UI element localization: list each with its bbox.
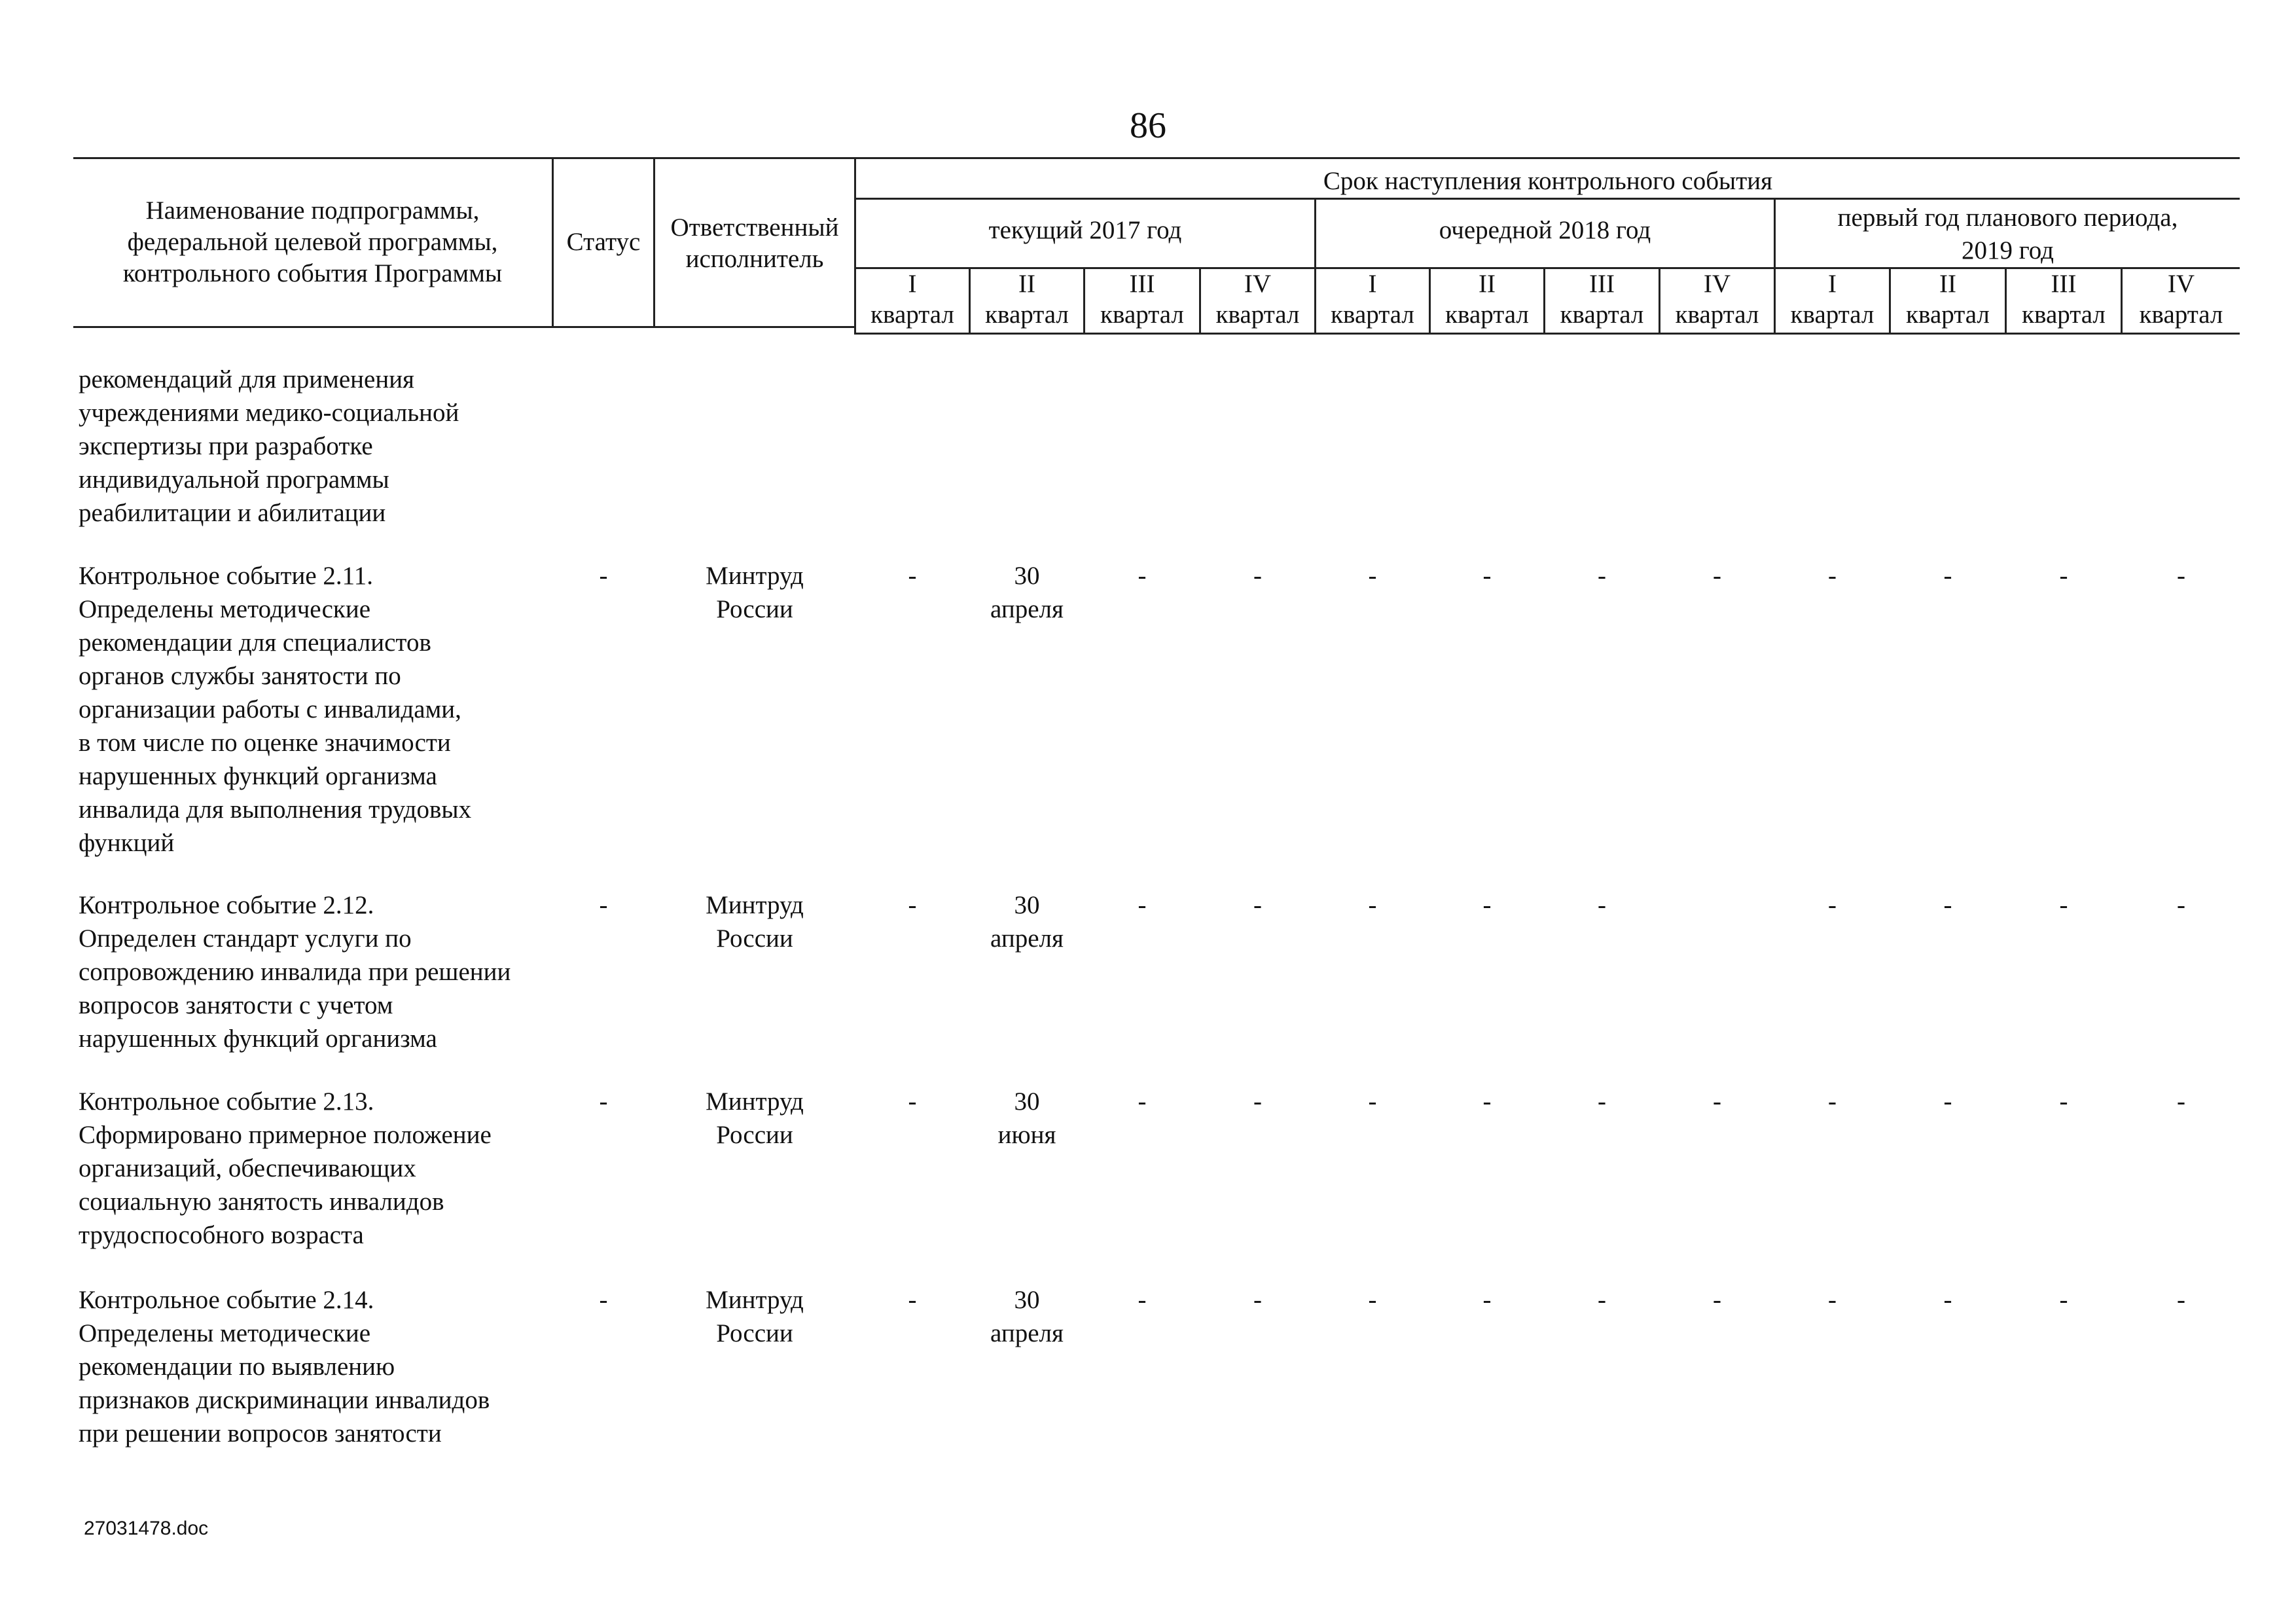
quarter-cell: - xyxy=(1598,1087,1606,1116)
quarter-cell: - xyxy=(2059,1087,2068,1116)
quarter-cell: - xyxy=(1138,891,1147,919)
event-name: Контрольное событие 2.12. Определен стандарт услуги по сопровождению инвалида при решении вопросов занятости с учетом нарушенных функций организма xyxy=(79,891,511,1053)
header-bottom-rule-right xyxy=(854,333,2240,335)
quarter-cell: - xyxy=(1253,1087,1262,1116)
quarter-cell: - xyxy=(1482,1286,1492,1314)
quarter-label: квартал xyxy=(1790,301,1874,329)
event-name: Контрольное событие 2.13. Сформировано примерное положение организаций, обеспечивающих социальную занятость инвалидов трудоспособного возраста xyxy=(79,1087,492,1249)
header-deadline-group: Срок наступления контрольного события xyxy=(1323,167,1773,195)
header-status-col: Статус xyxy=(566,228,641,256)
header-name-col: Наименование подпрограммы, федеральной целевой программы, контрольного события Программы xyxy=(122,196,503,287)
quarter-cell: 30 июня xyxy=(997,1087,1056,1149)
quarter-cell: - xyxy=(1828,562,1837,590)
quarter-header xyxy=(1201,268,1314,330)
quarter-cell: - xyxy=(908,562,917,590)
quarter-label: квартал xyxy=(1445,301,1529,329)
quarter-cell: - xyxy=(1943,562,1952,590)
header-bottom-rule-left xyxy=(73,326,854,328)
quarter-cell: - xyxy=(1368,891,1377,919)
quarter-number: IV xyxy=(1244,270,1272,298)
quarter-cell: - xyxy=(908,1087,917,1116)
quarter-label: квартал xyxy=(985,301,1069,329)
quarter-label: квартал xyxy=(1560,301,1644,329)
quarter-header xyxy=(1431,268,1543,330)
header-year-2019: первый год планового периода, 2019 год xyxy=(1837,204,2178,264)
quarter-cell: - xyxy=(908,891,917,919)
quarter-cell: - xyxy=(1598,1286,1606,1314)
quarter-header xyxy=(971,268,1083,330)
quarter-number: IV xyxy=(2167,270,2195,298)
quarter-cell: - xyxy=(2059,891,2068,919)
quarter-label: квартал xyxy=(1215,301,1300,329)
quarter-cell: - xyxy=(1943,1286,1952,1314)
quarter-cell: - xyxy=(908,1286,917,1314)
executor-cell: Минтруд России xyxy=(706,1087,804,1149)
quarter-cell: - xyxy=(1598,891,1606,919)
quarter-cell: - xyxy=(2059,1286,2068,1314)
quarter-header xyxy=(1891,268,2005,330)
quarter-cell: - xyxy=(1368,1087,1377,1116)
quarter-cell: - xyxy=(2177,562,2185,590)
quarter-cell: - xyxy=(1368,1286,1377,1314)
quarter-cell: - xyxy=(1482,891,1492,919)
quarter-cell: 30 апреля xyxy=(990,1286,1064,1347)
status-cell: - xyxy=(599,891,608,919)
header-top-rule xyxy=(73,157,2240,159)
event-name: Контрольное событие 2.11. Определены методические рекомендации для специалистов органов службы занятости по организации работы с инвалидами, в том числе по оценке значимости нарушенных функций организма инвалида для выполнения трудовых функций xyxy=(79,562,472,857)
quarter-label: квартал xyxy=(2022,301,2106,329)
quarter-cell: 30 апреля xyxy=(990,891,1064,953)
quarter-cell: 30 апреля xyxy=(990,562,1064,623)
quarter-cell: - xyxy=(2177,891,2185,919)
quarter-label: квартал xyxy=(2139,301,2223,329)
continuation-text: рекомендаций для применения учреждениями медико-социальной экспертизы при разработке индивидуальной программы реабилитации и абилитации xyxy=(79,365,459,527)
quarter-label: квартал xyxy=(1906,301,1990,329)
quarter-cell: - xyxy=(1828,1087,1837,1116)
quarter-cell: - xyxy=(1828,1286,1837,1314)
quarter-cell: - xyxy=(1713,1087,1721,1116)
quarter-header xyxy=(1085,268,1199,330)
quarter-number: III xyxy=(2051,270,2077,298)
quarter-cell: - xyxy=(2177,1087,2185,1116)
quarter-label: квартал xyxy=(870,301,954,329)
quarter-number: IV xyxy=(1703,270,1731,298)
quarter-label: квартал xyxy=(1675,301,1759,329)
executor-cell: Минтруд России xyxy=(706,891,804,953)
quarter-cell: - xyxy=(1598,562,1606,590)
quarter-number: I xyxy=(908,270,917,298)
header-year-2017: текущий 2017 год xyxy=(988,216,1182,244)
header-year-2018: очередной 2018 год xyxy=(1439,216,1651,244)
quarter-cell: - xyxy=(2177,1286,2185,1314)
quarter-cell: - xyxy=(1138,1087,1147,1116)
quarter-cell: - xyxy=(1828,891,1837,919)
page-number: 86 xyxy=(1130,105,1166,146)
header-executor-col: Ответственный исполнитель xyxy=(670,213,839,273)
status-cell: - xyxy=(599,562,608,590)
quarter-number: III xyxy=(1589,270,1615,298)
quarter-header xyxy=(1776,268,1889,330)
quarter-cell: - xyxy=(2059,562,2068,590)
quarter-cell: - xyxy=(1138,1286,1147,1314)
quarter-number: I xyxy=(1368,270,1377,298)
quarter-number: II xyxy=(1018,270,1035,298)
quarter-cell: - xyxy=(1253,1286,1262,1314)
quarter-cell: - xyxy=(1368,562,1377,590)
quarter-number: II xyxy=(1939,270,1956,298)
quarter-header xyxy=(1660,268,1774,330)
quarter-cell: - xyxy=(1253,891,1262,919)
event-name: Контрольное событие 2.14. Определены методические рекомендации по выявлению признаков дискриминации инвалидов при решении вопросов занятости xyxy=(79,1286,490,1448)
quarter-cell: - xyxy=(1253,562,1262,590)
quarter-cell: - xyxy=(1482,1087,1492,1116)
quarter-label: квартал xyxy=(1100,301,1184,329)
quarter-cell: - xyxy=(1713,1286,1721,1314)
status-cell: - xyxy=(599,1286,608,1314)
quarter-cell: - xyxy=(1713,562,1721,590)
group-header-rule xyxy=(854,198,2240,200)
quarter-cell: - xyxy=(1482,562,1492,590)
quarter-header xyxy=(2007,268,2121,330)
quarter-number: II xyxy=(1479,270,1496,298)
quarter-header xyxy=(1545,268,1659,330)
quarter-label: квартал xyxy=(1331,301,1414,329)
quarter-cell: - xyxy=(1943,1087,1952,1116)
document-footer: 27031478.doc xyxy=(84,1518,209,1539)
quarter-cell: - xyxy=(1138,562,1147,590)
quarter-number: III xyxy=(1129,270,1155,298)
quarter-header xyxy=(2123,268,2240,330)
executor-cell: Минтруд России xyxy=(706,562,804,623)
quarter-number: I xyxy=(1828,270,1837,298)
quarter-header xyxy=(856,268,969,330)
quarter-cell: - xyxy=(1943,891,1952,919)
executor-cell: Минтруд России xyxy=(706,1286,804,1347)
status-cell: - xyxy=(599,1087,608,1116)
quarter-header xyxy=(1316,268,1429,330)
